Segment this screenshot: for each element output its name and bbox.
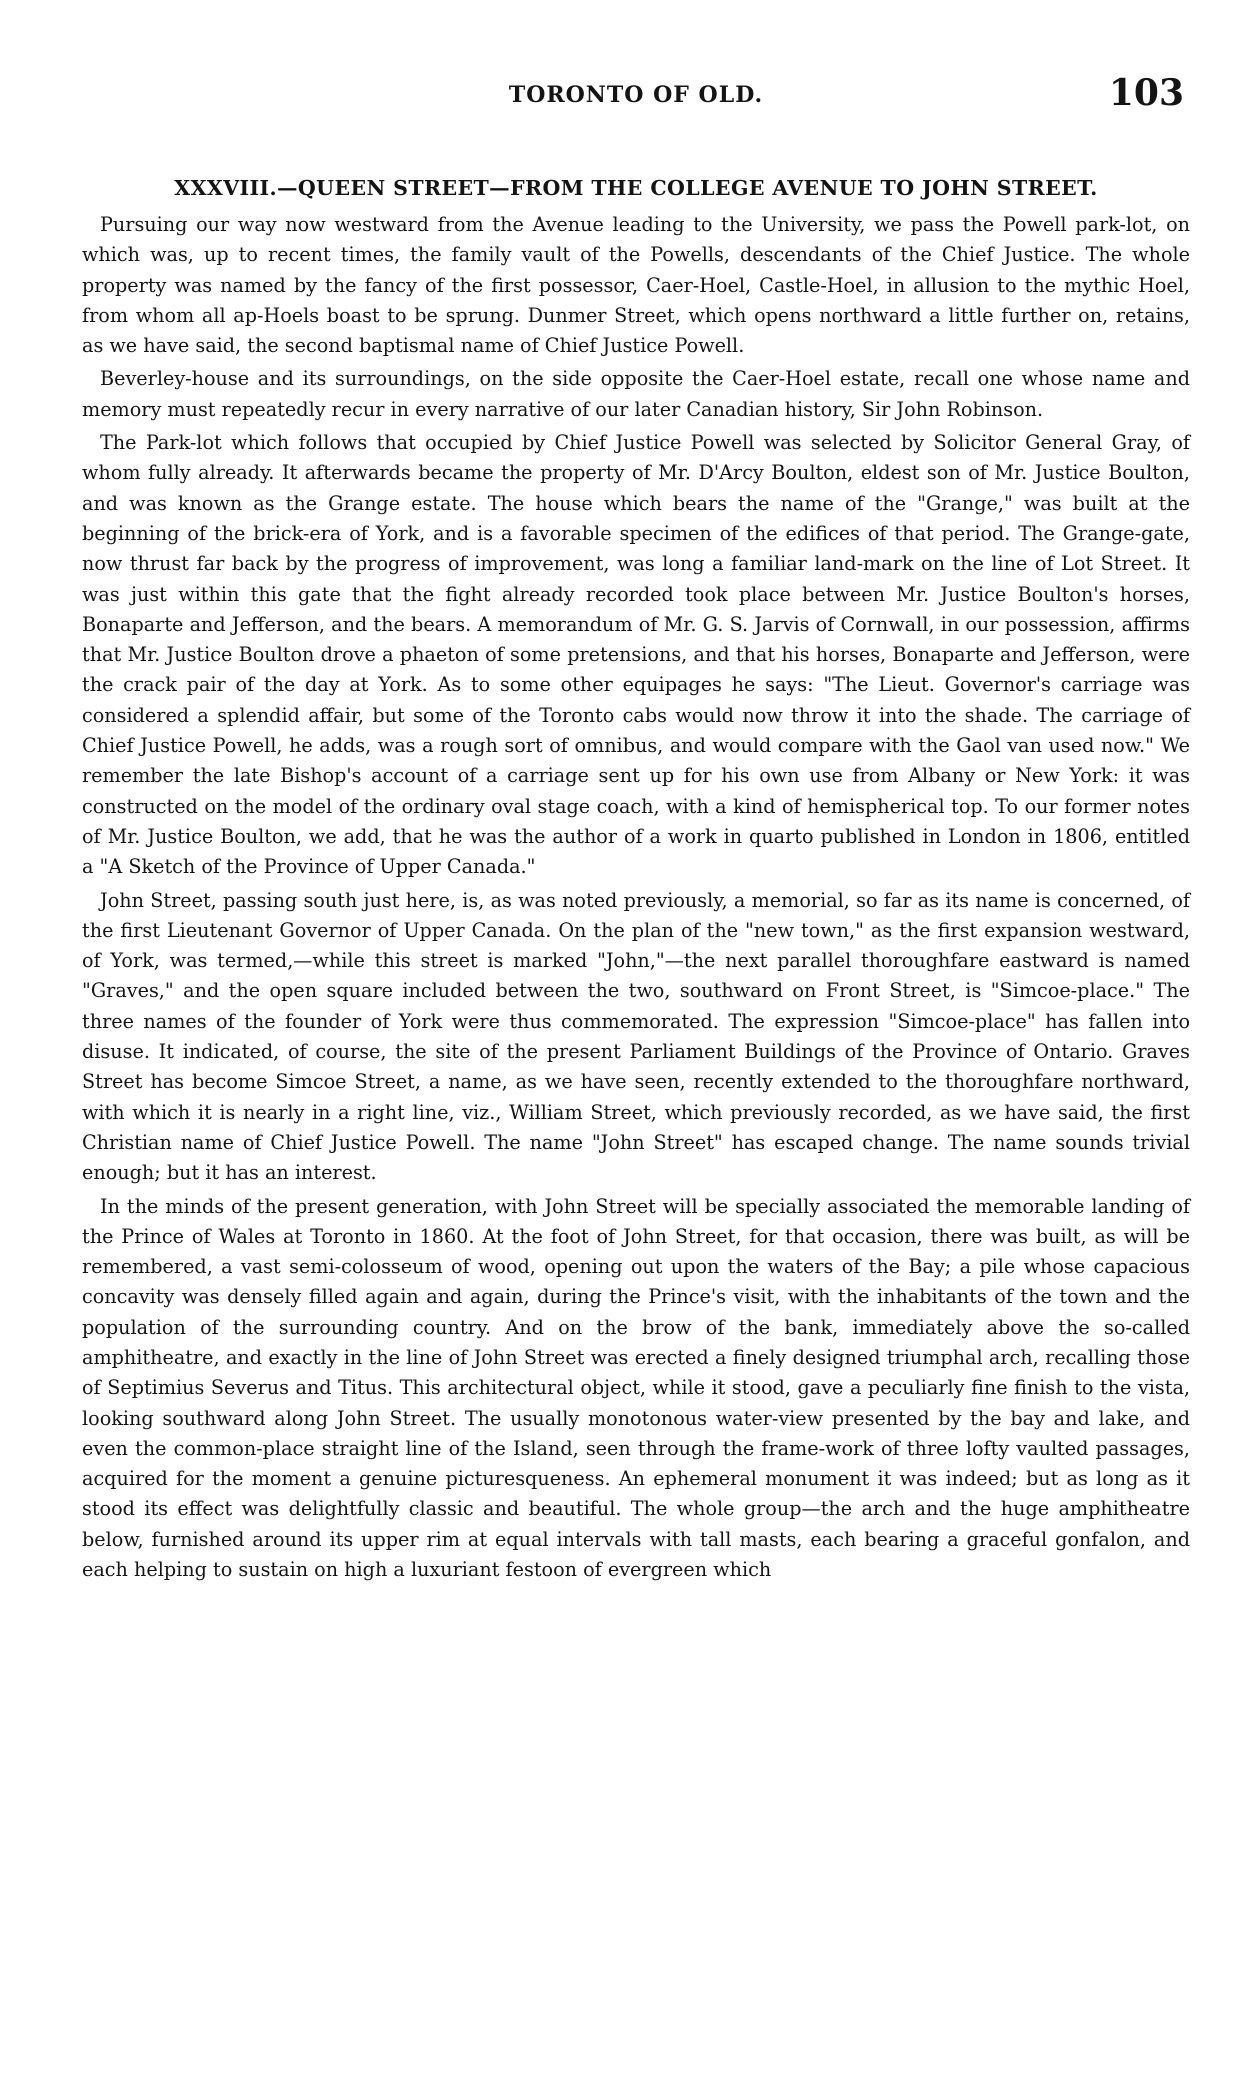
running-head (82, 70, 1190, 120)
running-title: TORONTO OF OLD. (508, 82, 764, 108)
paragraph-prince-of-wales: In the minds of the present generation, with John Street will be specially associated the memorable landing of the Prince of Wales at Toronto in 1860. At the foot of John Street, for that occasion, there was built, as will be remembered, a vast semi-colosseum of wood, opening out upon the waters of the Bay; a pile whose capacious concavity was densely filled again and again, during the Prince's visit, with the inhabitants of the town and the population of the surrounding country. And on the brow of the bank, immediately above the so-called amphitheatre, and exactly in the line of John Street was erected a finely designed triumphal arch, recalling those of Septimius Severus and Titus. This architectural object, while it stood, gave a peculiarly fine finish to the vista, looking southward along John Street. The usually monotonous water-view presented by the bay and lake, and even the common-place straight line of the Island, seen through the frame-work of three lofty vaulted passages, acquired for the moment a genuine picturesqueness. An ephemeral monument it was indeed; but as long as it stood its effect was delightfully classic and beautiful. The whole group—the arch and the huge amphitheatre below, furnished around its upper rim at equal intervals with tall masts, each bearing a graceful gonfalon, and each helping to sustain on high a luxuriant festoon of evergreen which (82, 1194, 1190, 1582)
body-text (82, 210, 1190, 1585)
chapter-heading: XXXVIII.—QUEEN STREET—FROM THE COLLEGE AVENUE TO JOHN STREET. (174, 176, 1098, 200)
paragraph-grange-estate: The Park-lot which follows that occupied by Chief Justice Powell was selected by Solicitor General Gray, of whom fully already. It afterwards became the property of Mr. D'Arcy Boulton, eldest son of Mr. Justice Boulton, and was known as the Grange estate. The house which bears the name of the "Grange," was built at the beginning of the brick-era of York, and is a favorable specimen of the edifices of that period. The Grange-gate, now thrust far back by the progress of improvement, was long a familiar land-mark on the line of Lot Street. It was just within this gate that the fight already recorded took place between Mr. Justice Boulton's horses, Bonaparte and Jefferson, and the bears. A memorandum of Mr. G. S. Jarvis of Cornwall, in our possession, affirms that Mr. Justice Boulton drove a phaeton of some pretensions, and that his horses, Bonaparte and Jefferson, were the crack pair of the day at York. As to some other equipages he says: "The Lieut. Governor's carriage was considered a splendid affair, but some of the Toronto cabs would now throw it into the shade. The carriage of Chief Justice Powell, he adds, was a rough sort of omnibus, and would compare with the Gaol van used now." We remember the late Bishop's account of a carriage sent up for his own use from Albany or New York: it was constructed on the model of the ordinary oval stage coach, with a kind of hemispherical top. To our former notes of Mr. Justice Boulton, we add, that he was the author of a work in quarto published in London in 1806, entitled a "A Sketch of the Province of Upper Canada." (82, 431, 1190, 879)
paragraph-powell-park-lot: Pursuing our way now westward from the Avenue leading to the University, we pass the Powell park-lot, on which was, up to recent times, the family vault of the Powells, descendants of the Chief Justice. The whole property was named by the fancy of the first possessor, Caer-Hoel, Castle-Hoel, in allusion to the mythic Hoel, from whom all ap-Hoels boast to be sprung. Dunmer Street, which opens northward a little further on, retains, as we have said, the second baptismal name of Chief Justice Powell. (82, 213, 1190, 358)
page-number: 103 (1108, 72, 1184, 114)
paragraph-john-street: John Street, passing south just here, is, as was noted previously, a memorial, so far as its name is concerned, of the first Lieutenant Governor of Upper Canada. On the plan of the "new town," as the first expansion westward, of York, was termed,—while this street is marked "John,"—the next parallel thoroughfare eastward is named "Graves," and the open square included between the two, southward on Front Street, is "Simcoe-place." The three names of the founder of York were thus commemorated. The expression "Simcoe-place" has fallen into disuse. It indicated, of course, the site of the present Parliament Buildings of the Province of Ontario. Graves Street has become Simcoe Street, a name, as we have seen, recently extended to the thoroughfare northward, with which it is nearly in a right line, viz., William Street, which previously recorded, as we have said, the first Christian name of Chief Justice Powell. The name "John Street" has escaped change. The name sounds trivial enough; but it has an interest. (82, 888, 1190, 1185)
paragraph-beverley-house: Beverley-house and its surroundings, on the side opposite the Caer-Hoel estate, recall one whose name and memory must repeatedly recur in every narrative of our later Canadian history, Sir John Robinson. (82, 367, 1190, 421)
